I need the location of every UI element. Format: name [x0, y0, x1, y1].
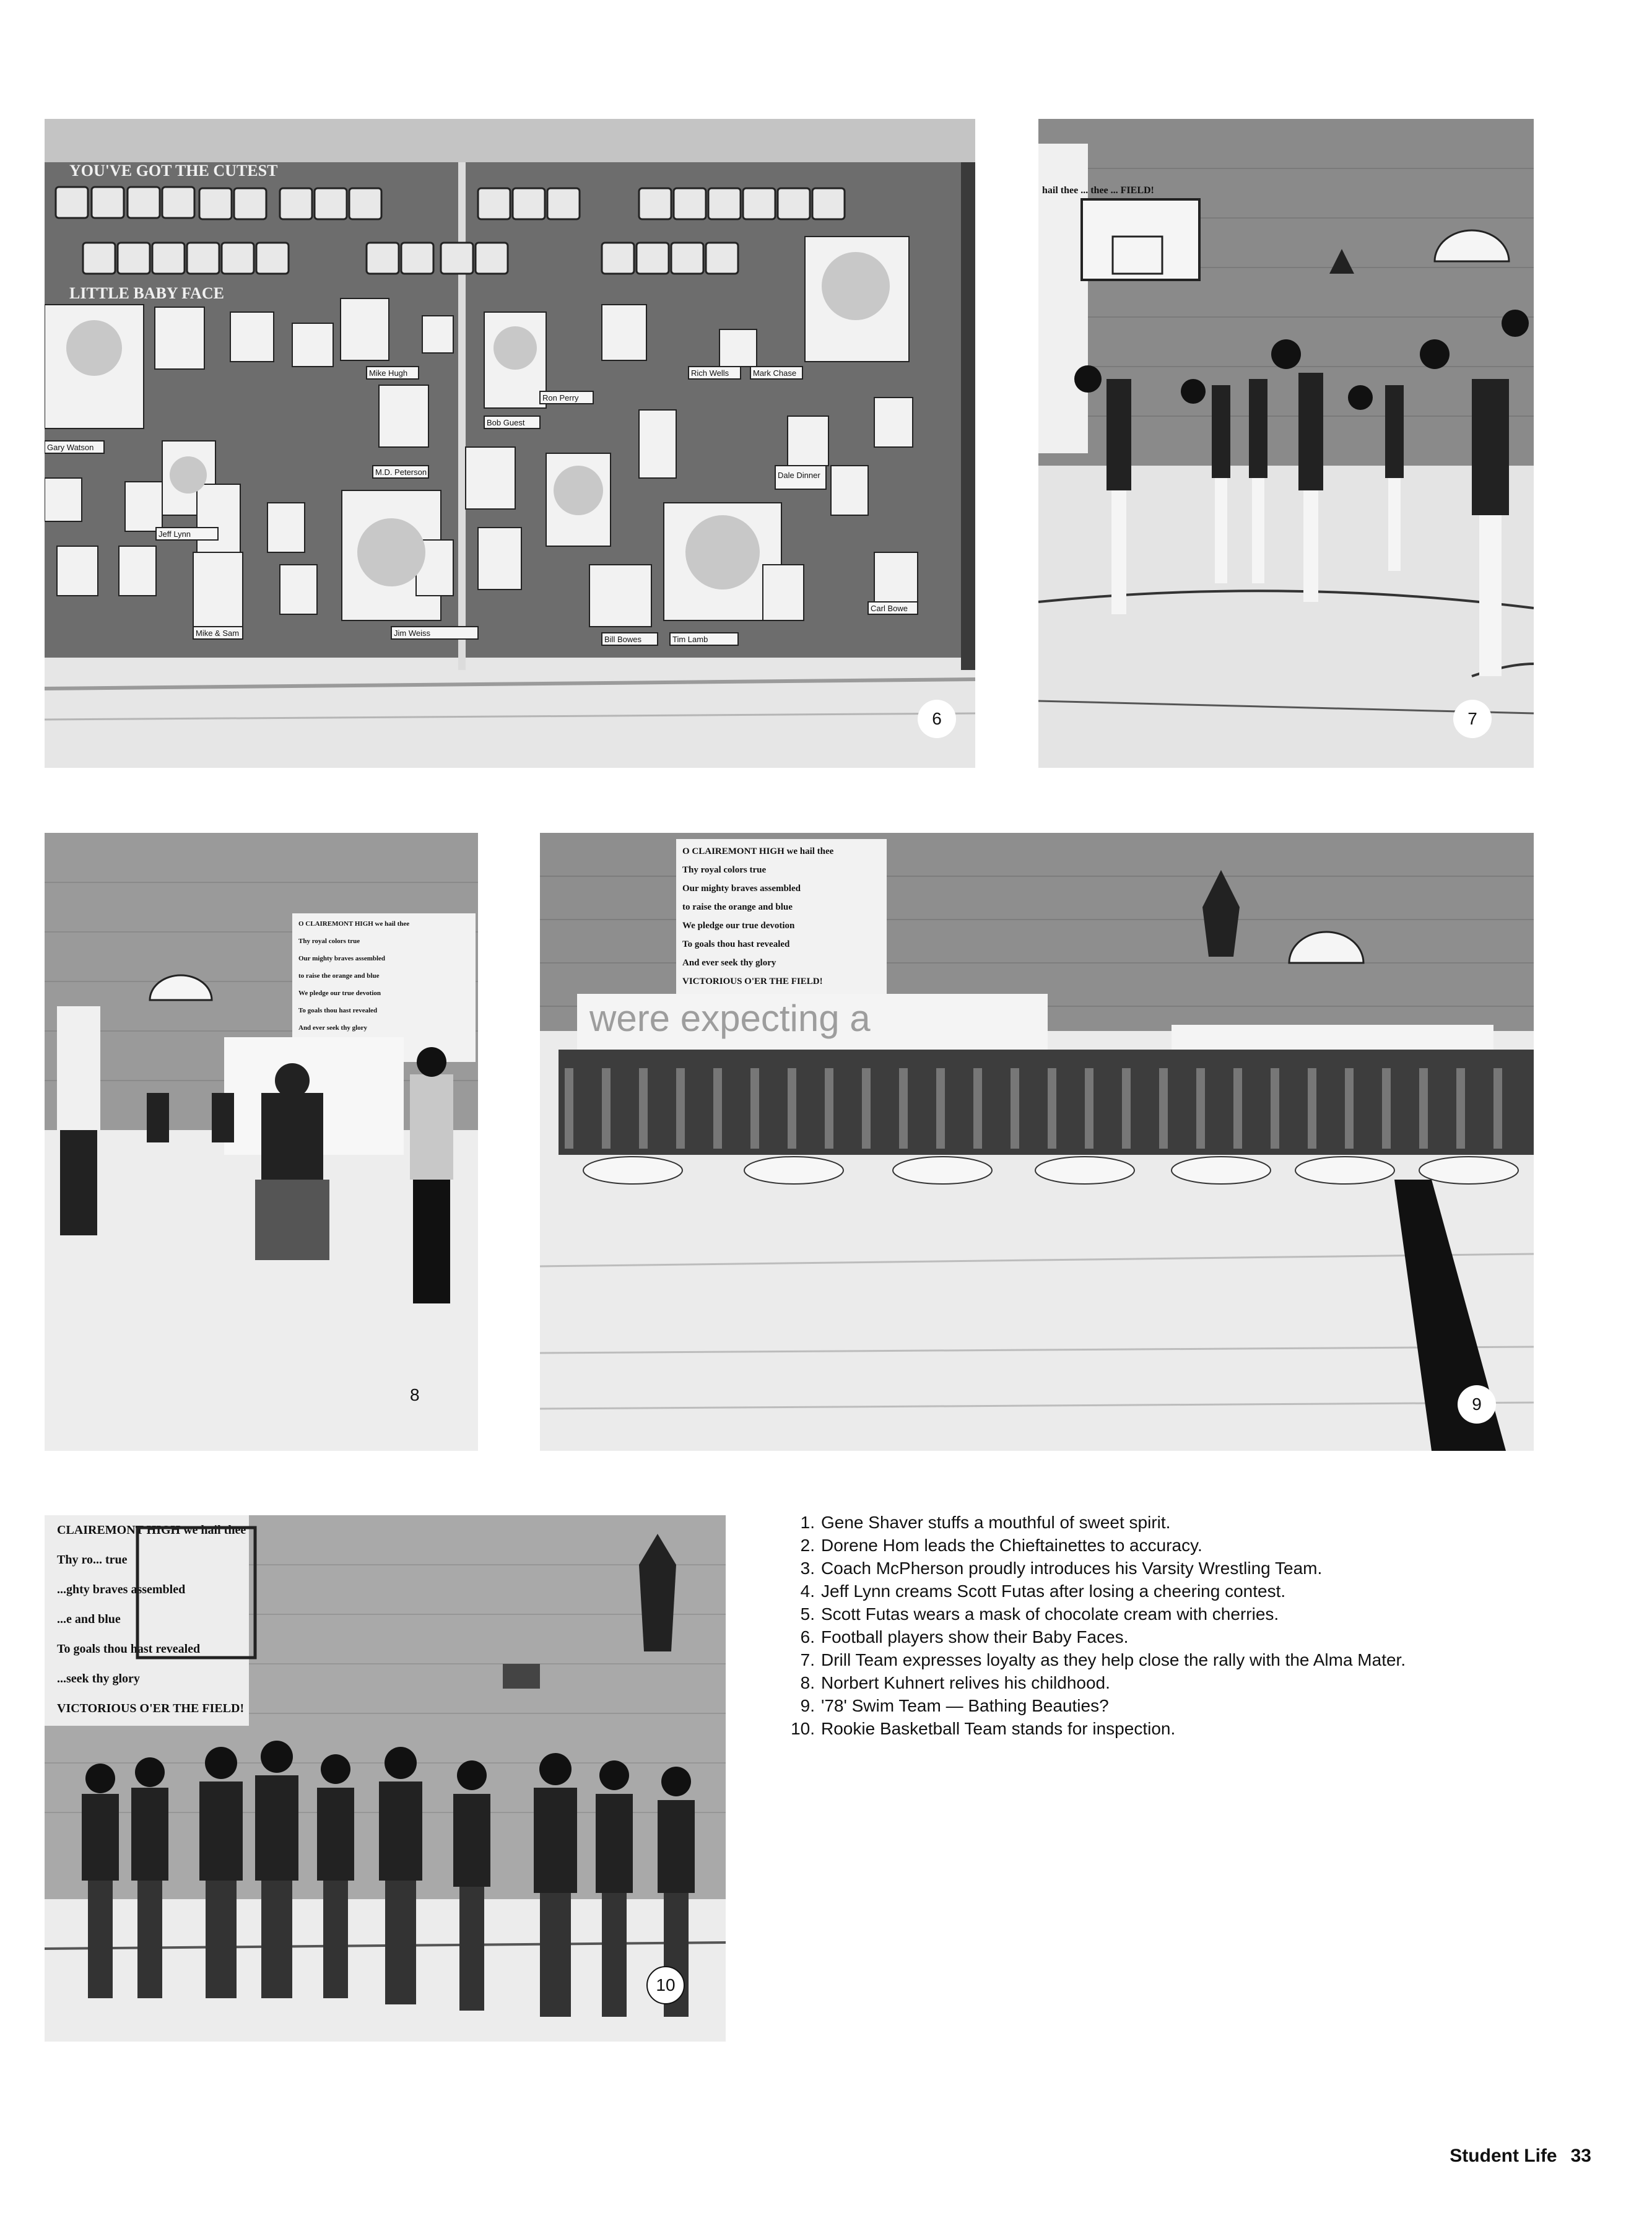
baby-photo-name-tag: Carl Bowe	[871, 604, 908, 613]
photo-8-gym-scene	[45, 833, 478, 1451]
caption-number: 7.	[800, 1650, 815, 1669]
section-title: Student Life	[1450, 2146, 1557, 2166]
caption-number: 9.	[800, 1696, 815, 1715]
caption-item	[781, 1717, 1586, 1740]
sign-line-3: Our mighty braves assembled	[682, 884, 801, 894]
photo-9-swim-team	[540, 833, 1534, 1451]
photo-number-8: 8	[410, 1385, 420, 1404]
caption-item	[781, 1557, 1586, 1580]
baby-photo-name-tag: Gary Watson	[47, 443, 94, 452]
baby-photo-name-tag: Mark Chase	[753, 368, 797, 378]
baby-photo-name-tag: Rich Wells	[691, 368, 729, 378]
caption-item	[781, 1648, 1586, 1671]
sign-line-1: O CLAIREMONT HIGH we hail thee	[682, 846, 834, 856]
sign-line-1: O CLAIREMONT HIGH we hail thee	[298, 920, 410, 928]
banner-text: were expecting a	[589, 998, 871, 1039]
baby-photo-name-tag: Dale Dinner	[778, 471, 820, 480]
sign-line-6: To goals thou hast revealed	[682, 939, 790, 949]
caption-item	[781, 1511, 1586, 1534]
sign-line-4: to raise the orange and blue	[298, 972, 380, 980]
gym-scene-illustration	[45, 833, 478, 1451]
caption-number: 4.	[800, 1581, 815, 1601]
baby-photo-name-tag: Tim Lamb	[672, 635, 708, 644]
baby-photo-name-tag: Jim Weiss	[394, 629, 430, 638]
photo-number-badge-6: 6	[918, 700, 956, 738]
baby-photo-name-tag: Bill Bowes	[604, 635, 641, 644]
sign-line-4: ...e and blue	[57, 1612, 121, 1626]
swim-team-illustration	[540, 833, 1534, 1451]
caption-item	[781, 1671, 1586, 1694]
sign-line-3: Our mighty braves assembled	[298, 955, 386, 962]
sign-line-3: ...ghty braves assembled	[57, 1583, 186, 1596]
sign-line-8: VICTORIOUS O'ER THE FIELD!	[682, 977, 823, 986]
sign-line-2: Thy ro... true	[57, 1553, 128, 1567]
page-number: 33	[1570, 2146, 1591, 2166]
baby-photo-name-tag: Bob Guest	[487, 418, 525, 427]
photo-10-rookie-team	[45, 1515, 726, 2042]
banner-line2: LITTLE BABY FACE	[69, 284, 224, 302]
baby-photo-name-tag: Ron Perry	[542, 393, 579, 402]
bulletin-board-illustration	[45, 119, 975, 768]
rookie-team-illustration	[45, 1515, 726, 2042]
sign-line-7: And ever seek thy glory	[682, 958, 776, 968]
sign-line-1: CLAIREMONT HIGH we hail thee	[57, 1523, 246, 1537]
caption-item	[781, 1603, 1586, 1625]
caption-text: Jeff Lynn creams Scott Futas after losing a cheering contest.	[821, 1581, 1286, 1601]
caption-item	[781, 1694, 1586, 1717]
caption-number: 3.	[800, 1559, 815, 1578]
sign-line-2: Thy royal colors true	[682, 865, 767, 875]
caption-text: Scott Futas wears a mask of chocolate cream with cherries.	[821, 1604, 1279, 1624]
caption-number: 8.	[800, 1673, 815, 1692]
baby-photo-name-tag: Mike Hugh	[369, 368, 408, 378]
caption-text: Football players show their Baby Faces.	[821, 1627, 1129, 1647]
sign-line-5: To goals thou hast revealed	[57, 1642, 201, 1656]
caption-list	[781, 1511, 1586, 1740]
photo-number-badge-9: 9	[1458, 1385, 1496, 1424]
caption-number: 5.	[800, 1604, 815, 1624]
caption-text: Norbert Kuhnert relives his childhood.	[821, 1673, 1110, 1692]
sign-line-6: ...seek thy glory	[57, 1672, 140, 1686]
baby-photo-name-tags	[45, 774, 975, 775]
caption-text: Rookie Basketball Team stands for inspection.	[821, 1719, 1176, 1738]
baby-photo-name-tag: M.D. Peterson	[375, 468, 427, 477]
wall-sign-text: hail thee ... thee ... FIELD!	[1042, 185, 1154, 196]
caption-number: 10.	[791, 1719, 815, 1738]
photo-6-bulletin-board	[45, 119, 975, 768]
caption-item	[781, 1625, 1586, 1648]
baby-photo-name-tag: Mike & Sam	[196, 629, 240, 638]
caption-item	[781, 1534, 1586, 1557]
caption-text: Gene Shaver stuffs a mouthful of sweet spirit.	[821, 1513, 1171, 1532]
sign-line-7: VICTORIOUS O'ER THE FIELD!	[57, 1702, 245, 1715]
caption-number: 1.	[800, 1513, 815, 1532]
sign-line-4: to raise the orange and blue	[682, 902, 793, 912]
caption-text: '78' Swim Team — Bathing Beauties?	[821, 1696, 1109, 1715]
caption-number: 2.	[800, 1536, 815, 1555]
photo-number-badge-10: 10	[646, 1966, 685, 2004]
drill-team-illustration	[1038, 119, 1534, 768]
caption-text: Dorene Hom leads the Chieftainettes to accuracy.	[821, 1536, 1202, 1555]
photo-number-badge-7: 7	[1453, 700, 1492, 738]
baby-photo-name-tag: Jeff Lynn	[159, 529, 191, 539]
caption-item	[781, 1580, 1586, 1603]
page-footer	[1436, 2146, 1591, 2167]
sign-line-2: Thy royal colors true	[298, 937, 360, 945]
caption-text: Drill Team expresses loyalty as they help close the rally with the Alma Mater.	[821, 1650, 1406, 1669]
sign-line-5: We pledge our true devotion	[298, 990, 381, 997]
caption-number: 6.	[800, 1627, 815, 1647]
sign-line-6: To goals thou hast revealed	[298, 1007, 378, 1014]
caption-text: Coach McPherson proudly introduces his Varsity Wrestling Team.	[821, 1559, 1323, 1578]
sign-line-7: And ever seek thy glory	[298, 1024, 368, 1032]
banner-line1: YOU'VE GOT THE CUTEST	[69, 162, 278, 180]
sign-line-5: We pledge our true devotion	[682, 921, 795, 931]
photo-7-drill-team	[1038, 119, 1534, 768]
